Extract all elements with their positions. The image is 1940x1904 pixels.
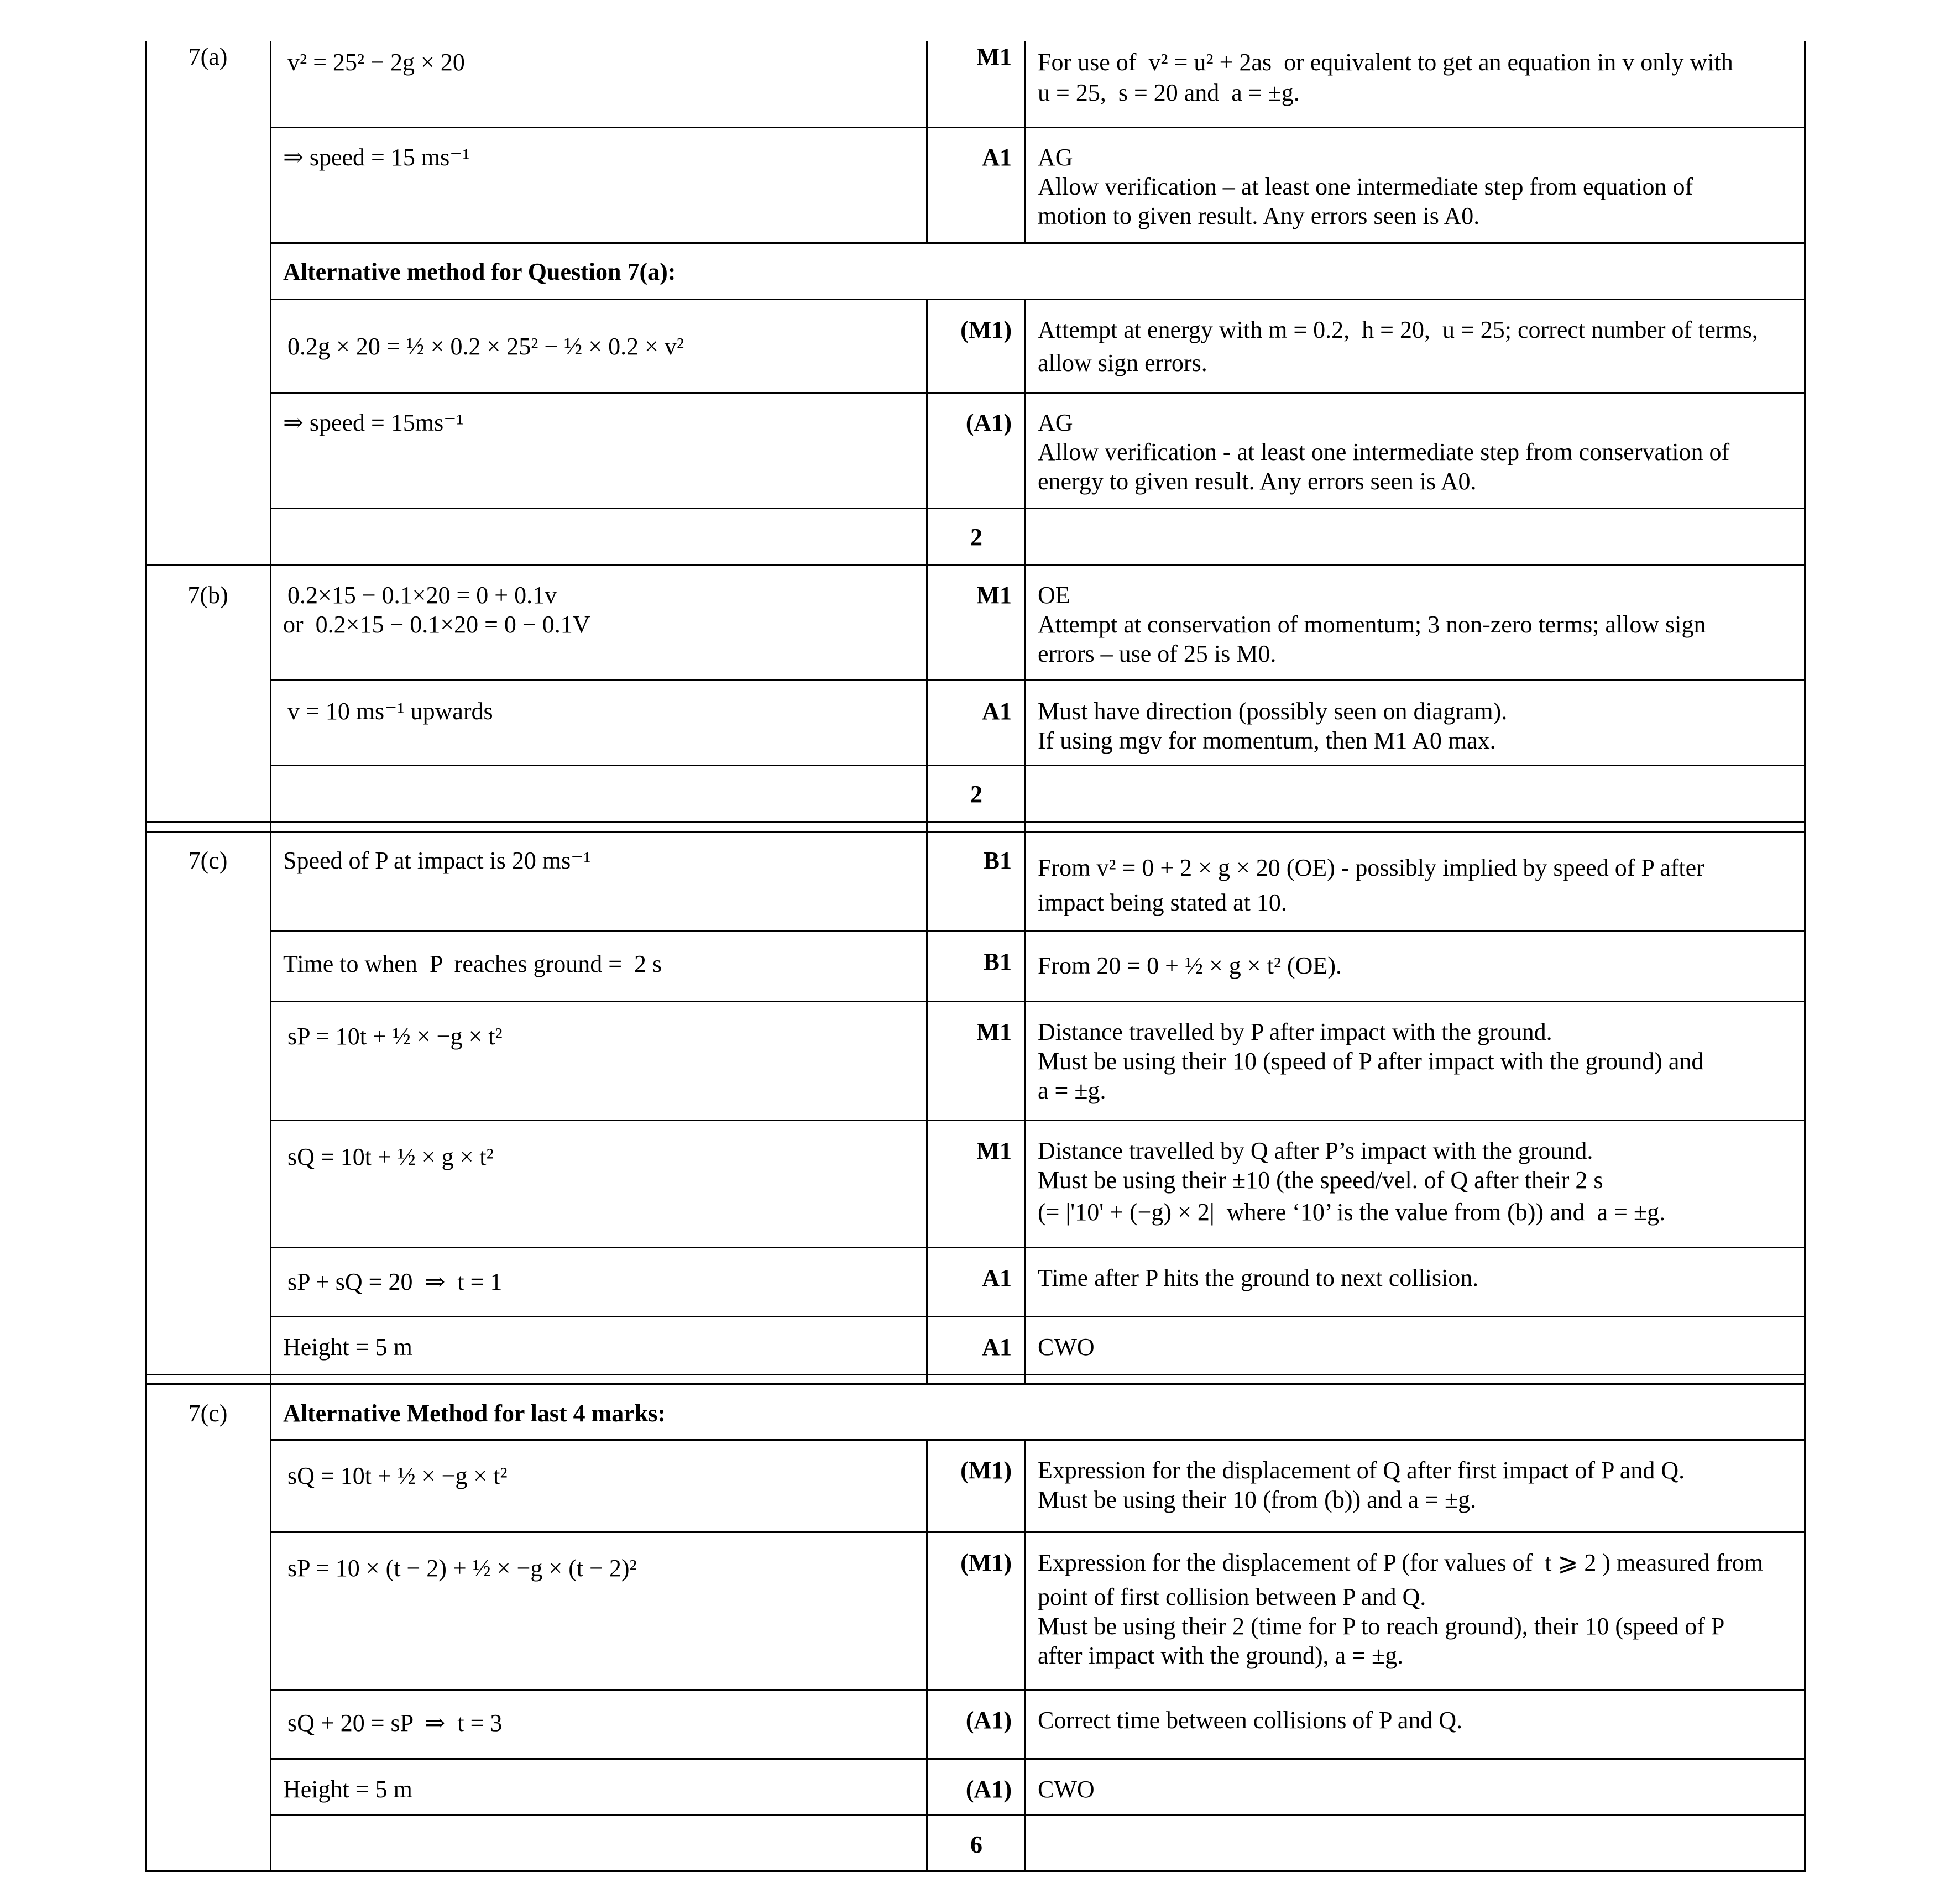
mark-code: (M1) bbox=[960, 1549, 1012, 1576]
row-divider bbox=[270, 1814, 1806, 1816]
mark-code: A1 bbox=[982, 698, 1012, 725]
mark-code: A1 bbox=[982, 144, 1012, 171]
row-divider bbox=[270, 1120, 1806, 1121]
guidance-line: Correct time between collisions of P and Q. bbox=[1038, 1707, 1463, 1734]
mark-code: M1 bbox=[976, 1018, 1012, 1045]
guidance-line: energy to given result. Any errors seen is A0. bbox=[1038, 468, 1477, 495]
guidance-line: For use of v² = u² + 2as or equivalent to get an equation in v only with bbox=[1038, 49, 1733, 76]
guidance-line: If using mgv for momentum, then M1 A0 max. bbox=[1038, 727, 1496, 754]
column-divider-guidance bbox=[1024, 1440, 1026, 1871]
guidance-line: point of first collision between P and Q. bbox=[1038, 1583, 1426, 1610]
working-equation: or 0.2×15 − 0.1×20 = 0 − 0.1V bbox=[283, 611, 590, 638]
row-divider bbox=[270, 299, 1806, 300]
column-divider-working bbox=[270, 41, 271, 1871]
row-divider bbox=[270, 242, 1806, 244]
mark-code: B1 bbox=[983, 847, 1012, 874]
working-equation: sQ + 20 = sP ⇒ t = 3 bbox=[287, 1709, 503, 1736]
guidance-line: (= |'10' + (−g) × 2| where ‘10’ is the value from (b)) and a = ±g. bbox=[1038, 1199, 1666, 1226]
section-divider bbox=[145, 564, 1806, 566]
guidance-line: Must be using their ±10 (the speed/vel. of Q after their 2 s bbox=[1038, 1167, 1603, 1194]
row-divider bbox=[270, 508, 1806, 509]
guidance-line: Allow verification – at least one intermediate step from equation of bbox=[1038, 173, 1693, 200]
column-divider-marks bbox=[926, 1440, 928, 1871]
row-divider bbox=[270, 1001, 1806, 1002]
working-equation: sQ = 10t + ½ × g × t² bbox=[287, 1143, 494, 1170]
table-right-border bbox=[1804, 41, 1806, 1871]
working-step: Time to when P reaches ground = 2 s bbox=[283, 950, 662, 977]
mark-code: M1 bbox=[976, 1137, 1012, 1164]
guidance-line: Distance travelled by Q after P’s impact with the ground. bbox=[1038, 1137, 1593, 1164]
mark-code: (A1) bbox=[965, 1707, 1012, 1734]
table-left-border bbox=[145, 41, 147, 1871]
working-equation: v² = 25² − 2g × 20 bbox=[287, 49, 465, 76]
question-label: 7(a) bbox=[188, 43, 228, 70]
table-bottom-border bbox=[145, 1870, 1806, 1872]
guidance-line: a = ±g. bbox=[1038, 1077, 1106, 1104]
section-divider bbox=[145, 1383, 1806, 1385]
working-equation: sP = 10 × (t − 2) + ½ × −g × (t − 2)² bbox=[287, 1555, 637, 1582]
working-equation: sQ = 10t + ½ × −g × t² bbox=[287, 1462, 508, 1489]
row-divider bbox=[270, 1439, 1806, 1441]
section-divider bbox=[145, 821, 1806, 823]
mark-code: (M1) bbox=[960, 316, 1012, 343]
guidance-line: AG bbox=[1038, 144, 1073, 171]
mark-code: (A1) bbox=[965, 1776, 1012, 1803]
section-divider bbox=[145, 1374, 1806, 1375]
guidance-line: Time after P hits the ground to next collision. bbox=[1038, 1264, 1479, 1291]
row-divider bbox=[270, 679, 1806, 681]
working-equation: 0.2×15 − 0.1×20 = 0 + 0.1v bbox=[287, 582, 557, 609]
guidance-line: u = 25, s = 20 and a = ±g. bbox=[1038, 79, 1300, 106]
guidance-line: AG bbox=[1038, 409, 1073, 436]
mark-code: (M1) bbox=[960, 1457, 1012, 1484]
mark-code: M1 bbox=[976, 582, 1012, 609]
guidance-line: CWO bbox=[1038, 1333, 1095, 1361]
column-divider-guidance bbox=[1024, 299, 1026, 1383]
working-step: Height = 5 m bbox=[283, 1776, 412, 1803]
row-divider bbox=[270, 1247, 1806, 1248]
mark-code: (A1) bbox=[965, 409, 1012, 436]
section-divider bbox=[145, 831, 1806, 833]
row-divider bbox=[270, 392, 1806, 394]
marks-total: 6 bbox=[970, 1831, 982, 1858]
question-label: 7(c) bbox=[188, 1400, 228, 1427]
alternative-heading: Alternative method for Question 7(a): bbox=[283, 258, 676, 285]
question-label: 7(c) bbox=[188, 847, 228, 874]
guidance-line: From v² = 0 + 2 × g × 20 (OE) - possibly implied by speed of P after bbox=[1038, 854, 1704, 881]
row-divider bbox=[270, 1689, 1806, 1691]
guidance-line: Expression for the displacement of Q after first impact of P and Q. bbox=[1038, 1457, 1685, 1484]
guidance-line: Allow verification - at least one intermediate step from conservation of bbox=[1038, 438, 1730, 465]
working-result: ⇒ speed = 15ms⁻¹ bbox=[283, 409, 464, 436]
guidance-line: errors – use of 25 is M0. bbox=[1038, 640, 1277, 667]
alternative-heading: Alternative Method for last 4 marks: bbox=[283, 1400, 666, 1427]
row-divider bbox=[270, 127, 1806, 128]
working-result: v = 10 ms⁻¹ upwards bbox=[287, 698, 493, 725]
guidance-line: CWO bbox=[1038, 1776, 1095, 1803]
guidance-line: OE bbox=[1038, 582, 1070, 609]
guidance-line: Expression for the displacement of P (for values of t ⩾ 2 ) measured from bbox=[1038, 1549, 1764, 1576]
question-label: 7(b) bbox=[187, 582, 228, 609]
marks-total: 2 bbox=[970, 781, 982, 808]
guidance-line: motion to given result. Any errors seen is A0. bbox=[1038, 202, 1480, 229]
mark-code: M1 bbox=[976, 43, 1012, 70]
working-step: Speed of P at impact is 20 ms⁻¹ bbox=[283, 847, 591, 874]
mark-code: B1 bbox=[983, 948, 1012, 975]
guidance-line: Must have direction (possibly seen on diagram). bbox=[1038, 698, 1508, 725]
column-divider-marks bbox=[926, 299, 928, 1383]
guidance-line: allow sign errors. bbox=[1038, 349, 1207, 376]
marks-total: 2 bbox=[970, 524, 982, 551]
guidance-line: Attempt at energy with m = 0.2, h = 20, u = 25; correct number of terms, bbox=[1038, 316, 1758, 343]
working-step: Height = 5 m bbox=[283, 1333, 412, 1361]
working-equation: sP = 10t + ½ × −g × t² bbox=[287, 1023, 503, 1050]
row-divider bbox=[270, 1316, 1806, 1317]
row-divider bbox=[270, 930, 1806, 932]
guidance-line: Must be using their 10 (speed of P after impact with the ground) and bbox=[1038, 1048, 1704, 1075]
column-divider-guidance bbox=[1024, 41, 1026, 243]
working-equation: sP + sQ = 20 ⇒ t = 1 bbox=[287, 1268, 503, 1295]
guidance-line: From 20 = 0 + ½ × g × t² (OE). bbox=[1038, 952, 1342, 979]
guidance-line: Distance travelled by P after impact with the ground. bbox=[1038, 1018, 1552, 1045]
working-equation: 0.2g × 20 = ½ × 0.2 × 25² − ½ × 0.2 × v² bbox=[287, 333, 684, 360]
guidance-line: after impact with the ground), a = ±g. bbox=[1038, 1642, 1404, 1669]
working-result: ⇒ speed = 15 ms⁻¹ bbox=[283, 144, 470, 171]
mark-code: A1 bbox=[982, 1264, 1012, 1291]
guidance-line: Must be using their 10 (from (b)) and a = ±g. bbox=[1038, 1486, 1477, 1513]
guidance-line: impact being stated at 10. bbox=[1038, 889, 1287, 916]
guidance-line: Attempt at conservation of momentum; 3 non-zero terms; allow sign bbox=[1038, 611, 1706, 638]
row-divider bbox=[270, 1758, 1806, 1760]
mark-code: A1 bbox=[982, 1333, 1012, 1361]
guidance-line: Must be using their 2 (time for P to reach ground), their 10 (speed of P bbox=[1038, 1613, 1725, 1640]
row-divider bbox=[270, 1531, 1806, 1533]
row-divider bbox=[270, 765, 1806, 766]
